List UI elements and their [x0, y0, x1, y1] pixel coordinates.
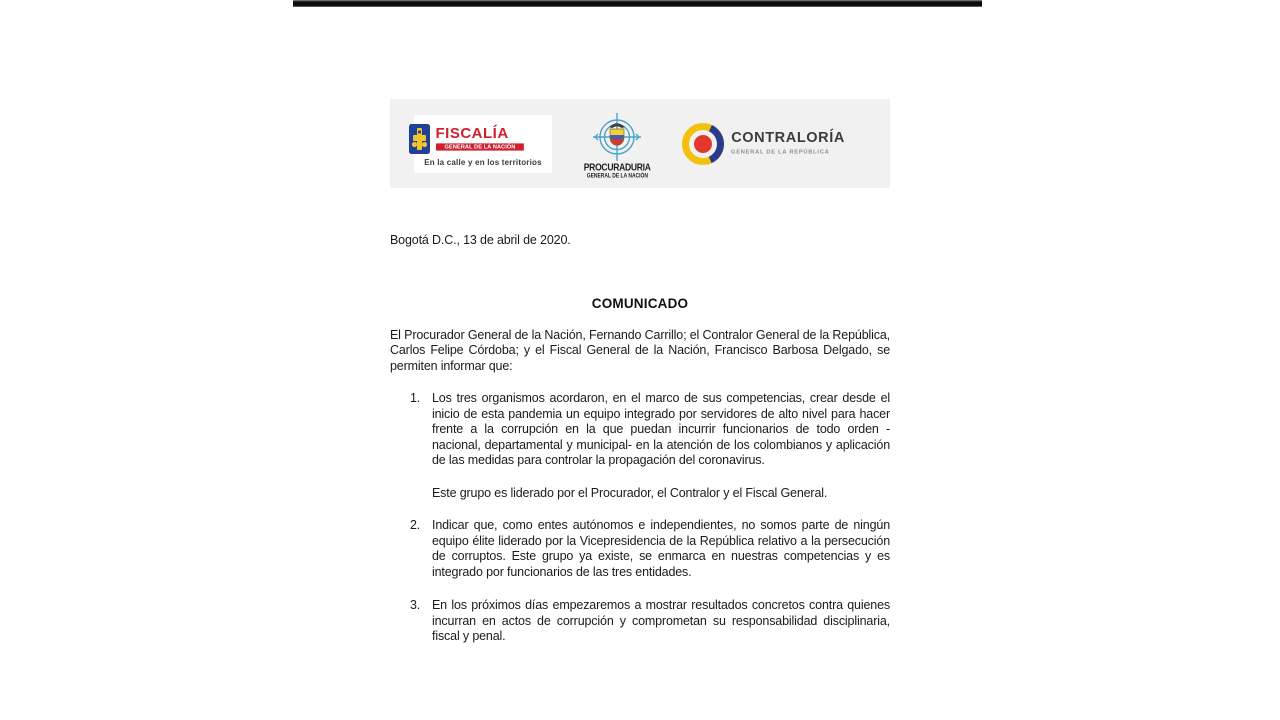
procuraduria-logo — [568, 112, 667, 180]
contraloria-rings-icon — [682, 123, 724, 165]
fiscalia-logo — [414, 115, 552, 173]
fiscalia-text-block — [436, 124, 558, 154]
intro-paragraph: El Procurador General de la Nación, Fernando Carrillo; el Contralor General de la República, Carlos Felipe Córdoba; y el Fiscal General de la Nación, Francisco Barbosa Delgado, se permiten informar que: — [390, 327, 890, 373]
document-title: COMUNICADO — [591, 295, 689, 311]
list-number: 2. — [410, 518, 421, 532]
contraloria-logo — [682, 123, 868, 165]
top-border-bar — [293, 0, 982, 7]
fiscalia-name: FISCALÍA — [435, 125, 509, 142]
contraloria-subtitle: GENERAL DE LA REPÚBLICA — [731, 148, 830, 155]
procuraduria-emblem-icon — [591, 112, 643, 162]
fiscalia-puzzle-icon — [409, 124, 430, 154]
list-item-text: Indicar que, como entes autónomos e independientes, no somos parte de ningún equipo élite liderado por la Vicepresidencia de la República relativo a la persecución de corruptos. Este grupo ya existe, se enmarca en nuestras competencias y es integrado por funcionarios de las tres entidades. — [432, 518, 890, 579]
contraloria-text-block — [731, 131, 868, 156]
item1-followup-paragraph: Este grupo es liderado por el Procurador, el Contralor y el Fiscal General. — [432, 485, 828, 500]
list-number: 1. — [410, 391, 421, 405]
logo-banner — [390, 99, 890, 188]
list-item-3 — [390, 598, 890, 645]
list-item-text: En los próximos días empezaremos a mostrar resultados concretos contra quienes incurran en actos de corrupción y comprometan su responsabilidad disciplinaria, fiscal y penal. — [432, 598, 890, 643]
list-item-2 — [390, 518, 890, 580]
procuraduria-subtitle: GENERAL DE LA NACIÓN — [586, 171, 648, 179]
list-item-1 — [390, 391, 890, 469]
procuraduria-name: PROCURADURIA — [583, 161, 651, 172]
fiscalia-subtitle: GENERAL DE LA NACIÓN — [436, 143, 524, 150]
document-page — [390, 99, 890, 645]
fiscalia-logo-row — [409, 124, 558, 154]
contraloria-name: CONTRALORÍA — [731, 130, 845, 146]
list-number: 3. — [410, 598, 421, 612]
date-line: Bogotá D.C., 13 de abril de 2020. — [390, 233, 571, 247]
list-item-text: Los tres organismos acordaron, en el marco de sus competencias, crear desde el inicio de esta pandemia un equipo integrado por servidores de alto nivel para hacer frente a la corrupción en la que puedan incurrir funcionarios de todo orden - nacional, departamental y municipal- en la atención de los colombianos y aplicación de las medidas para controlar la propagación del coronavirus. — [432, 391, 890, 467]
fiscalia-tagline: En la calle y en los territorios — [424, 158, 542, 167]
